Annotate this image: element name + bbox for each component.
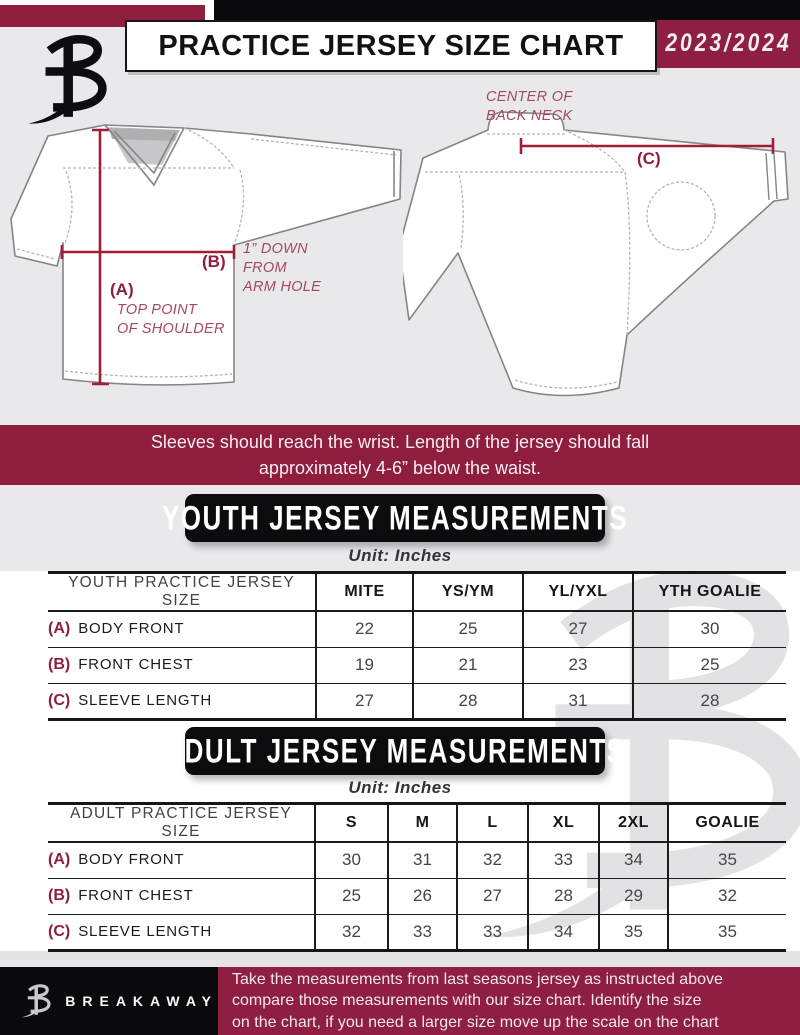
measure-note-c bbox=[486, 88, 573, 126]
cell-value: 23 bbox=[523, 647, 633, 683]
row-key: (B) bbox=[48, 887, 71, 904]
divider-strip bbox=[0, 951, 800, 967]
season-label: 2023/2024 bbox=[665, 29, 792, 58]
breakaway-logo-icon bbox=[24, 28, 120, 132]
cell-value: 25 bbox=[413, 611, 523, 647]
youth-col-mite: MITE bbox=[316, 573, 413, 612]
youth-unit-label: Unit: Inches bbox=[348, 546, 452, 565]
footer-line3: on the chart, if you need a larger size move up the scale on the chart bbox=[232, 1013, 719, 1031]
cell-value: 27 bbox=[523, 611, 633, 647]
notice-line1: Sleeves should reach the wrist. Length of the jersey should fall bbox=[150, 432, 650, 452]
youth-col-goalie: YTH GOALIE bbox=[633, 573, 786, 612]
cell-value: 30 bbox=[633, 611, 786, 647]
note-b-line1: 1” DOWN bbox=[243, 241, 308, 257]
cell-value: 27 bbox=[457, 878, 528, 914]
youth-label-header: YOUTH PRACTICE JERSEY SIZE bbox=[68, 574, 295, 609]
note-a-line1: TOP POINT bbox=[117, 302, 198, 318]
cell-value: 33 bbox=[457, 914, 528, 950]
cell-value: 35 bbox=[599, 914, 668, 950]
breakaway-logo-icon bbox=[20, 978, 55, 1024]
note-c-line2: BACK NECK bbox=[486, 108, 573, 124]
adult-col-m: M bbox=[388, 804, 457, 843]
youth-col-ysym: YS/YM bbox=[413, 573, 523, 612]
fit-notice-banner bbox=[0, 425, 800, 485]
footer-brand-panel bbox=[0, 967, 218, 1035]
measure-note-b bbox=[243, 240, 321, 297]
cell-value: 22 bbox=[316, 611, 413, 647]
adult-header-row bbox=[48, 804, 786, 843]
table-row bbox=[48, 611, 786, 647]
cell-value: 27 bbox=[316, 683, 413, 719]
cell-value: 32 bbox=[457, 842, 528, 878]
adult-banner-title: ADULT JERSEY MEASUREMENTS bbox=[164, 730, 626, 771]
season-box bbox=[657, 20, 800, 68]
row-label: FRONT CHEST bbox=[78, 887, 194, 904]
note-b-line3: ARM HOLE bbox=[243, 279, 322, 295]
adult-section-banner bbox=[164, 727, 626, 775]
row-label: BODY FRONT bbox=[78, 620, 185, 638]
page-title: PRACTICE JERSEY SIZE CHART bbox=[158, 29, 624, 62]
footer-line2: compare those measurements with our size chart. Identify the size bbox=[232, 992, 702, 1010]
footer-instructions-panel bbox=[218, 967, 800, 1035]
adult-unit-label: Unit: Inches bbox=[348, 778, 452, 797]
cell-value: 30 bbox=[315, 842, 388, 878]
cell-value: 21 bbox=[413, 647, 523, 683]
notice-line2: approximately 4-6” below the waist. bbox=[258, 458, 542, 478]
row-label: BODY FRONT bbox=[78, 851, 185, 869]
cell-value: 28 bbox=[528, 878, 599, 914]
cell-value: 29 bbox=[599, 878, 668, 914]
row-label: SLEEVE LENGTH bbox=[78, 922, 212, 940]
measure-key-c: (C) bbox=[637, 149, 661, 168]
row-key: (A) bbox=[48, 851, 71, 869]
cell-value: 34 bbox=[599, 842, 668, 878]
youth-size-table bbox=[48, 571, 786, 721]
cell-value: 33 bbox=[388, 914, 457, 950]
row-key: (C) bbox=[48, 922, 71, 940]
cell-value: 25 bbox=[315, 878, 388, 914]
adult-label-header: ADULT PRACTICE JERSEY SIZE bbox=[70, 805, 292, 840]
measure-key-b: (B) bbox=[202, 252, 226, 271]
cell-value: 35 bbox=[668, 914, 786, 950]
cell-value: 35 bbox=[668, 842, 786, 878]
table-row bbox=[48, 914, 786, 950]
cell-value: 28 bbox=[633, 683, 786, 719]
youth-section-banner bbox=[161, 494, 629, 542]
table-row bbox=[48, 878, 786, 914]
cell-value: 31 bbox=[523, 683, 633, 719]
adult-col-xl: XL bbox=[528, 804, 599, 843]
adult-col-s: S bbox=[315, 804, 388, 843]
title-box bbox=[125, 20, 657, 72]
footer-line1: Take the measurements from last seasons jersey as instructed above bbox=[232, 970, 723, 988]
youth-banner-title: YOUTH JERSEY MEASUREMENTS bbox=[161, 497, 629, 538]
row-key: (C) bbox=[48, 691, 71, 709]
brand-name: BREAKAWAY bbox=[65, 993, 218, 1009]
note-b-line2: FROM bbox=[243, 260, 287, 276]
cell-value: 32 bbox=[315, 914, 388, 950]
youth-header-row bbox=[48, 573, 786, 612]
adult-col-l: L bbox=[457, 804, 528, 843]
row-label: FRONT CHEST bbox=[78, 656, 194, 673]
cell-value: 34 bbox=[528, 914, 599, 950]
cell-value: 33 bbox=[528, 842, 599, 878]
measure-key-a: (A) bbox=[110, 280, 134, 299]
measure-note-a bbox=[117, 301, 225, 339]
note-c-line1: CENTER OF bbox=[486, 89, 573, 105]
table-row bbox=[48, 647, 786, 683]
cell-value: 31 bbox=[388, 842, 457, 878]
cell-value: 26 bbox=[388, 878, 457, 914]
adult-col-2xl: 2XL bbox=[599, 804, 668, 843]
cell-value: 28 bbox=[413, 683, 523, 719]
row-key: (A) bbox=[48, 620, 71, 638]
adult-size-table bbox=[48, 802, 786, 952]
row-key: (B) bbox=[48, 656, 71, 673]
row-label: SLEEVE LENGTH bbox=[78, 691, 212, 709]
cell-value: 32 bbox=[668, 878, 786, 914]
note-a-line2: OF SHOULDER bbox=[117, 321, 225, 337]
cell-value: 25 bbox=[633, 647, 786, 683]
table-row bbox=[48, 842, 786, 878]
youth-col-ylyxl: YL/YXL bbox=[523, 573, 633, 612]
jersey-back-diagram bbox=[403, 88, 800, 420]
cell-value: 19 bbox=[316, 647, 413, 683]
adult-col-goalie: GOALIE bbox=[668, 804, 786, 843]
table-row bbox=[48, 683, 786, 719]
